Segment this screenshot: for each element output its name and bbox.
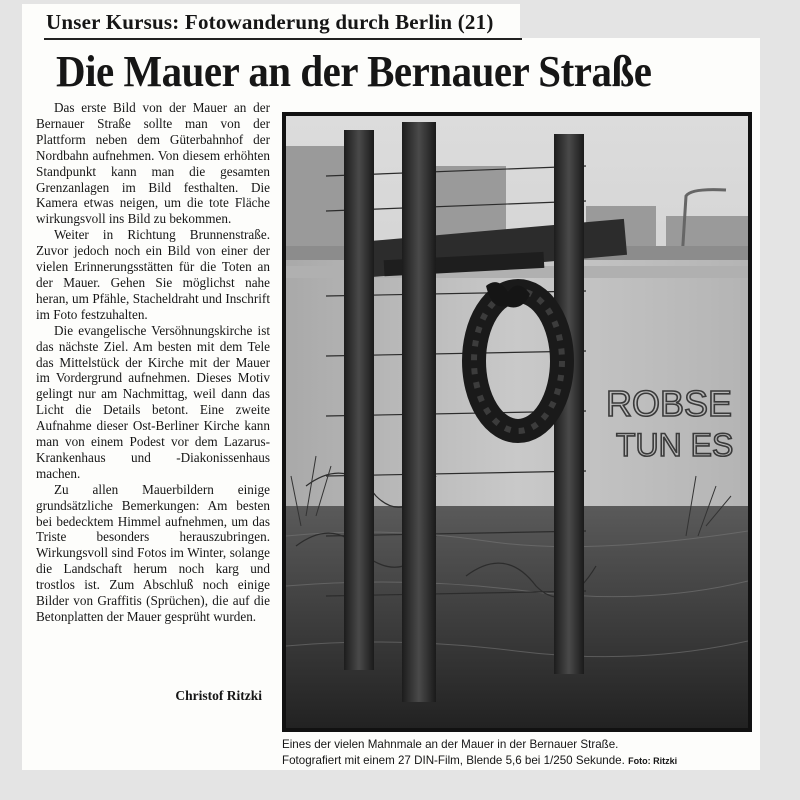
article-body	[36, 100, 270, 625]
clipping-cut-edge	[520, 0, 760, 38]
article-paragraph-2: Weiter in Richtung Brunnenstraße. Zuvor jedoch noch ein Bild von einer der vielen Erinnerungsstätten für die Toten an der Mauer. Gehen Sie möglichst nahe heran, um Pfähle, Stacheldraht und Inschrift im Foto festzuhalten.	[36, 227, 270, 322]
kicker-underline	[44, 38, 522, 40]
caption-line-2: Fotografiert mit einem 27 DIN-Film, Blende 5,6 bei 1/250 Sekunde.	[282, 754, 625, 767]
wooden-post-center	[402, 122, 436, 702]
photo-caption	[282, 737, 758, 769]
article-paragraph-4: Zu allen Mauerbildern einige grundsätzliche Bemerkungen: Am besten bei bedecktem Himmel aufnehmen, um das Triste besonders herauszubringen. Wirkungsvoll sind Fotos im Winter, solange die Landschaft herum noch karg und trostlos ist. Zum Abschluß noch einige Bilder von Graffitis (Sprüchen), die auf die Betonplatten der Mauer gesprüht wurden.	[36, 481, 270, 624]
wooden-post-left	[344, 130, 374, 670]
article-headline: Die Mauer an der Bernauer Straße	[56, 47, 652, 96]
memorial-photo	[282, 112, 752, 732]
graffiti-line-2: TUN ES	[616, 427, 734, 463]
author-byline: Christof Ritzki	[175, 688, 262, 703]
article-paragraph-3: Die evangelische Versöhnungskirche ist das nächste Ziel. Am besten mit dem Tele das Mittelstück der Kirche mit der Mauer im Vordergrund aufnehmen. Dieses Motiv gelingt nur am Nachmittag, weil dann das Licht die Details betont. Eine zweite Aufnahme dieser Ost-Berliner Kirche kann man von einem Podest vor dem Lazarus-Krankenhaus und -Diakonissenhaus machen.	[36, 322, 270, 481]
photo-credit: Foto: Ritzki	[628, 756, 678, 766]
article-paragraph-1: Das erste Bild von der Mauer an der Bernauer Straße sollte man von der Plattform neben dem Güterbahnhof der Nordbahn aufnehmen. Von diesem erhöhten Standpunkt kann man die gesamten Grenzanlagen im Bild festhalten. Die Kamera etwas neigen, um die tote Fläche wirkungsvoll ins Bild zu bekommen.	[36, 100, 270, 227]
series-kicker: Unser Kursus: Fotowanderung durch Berlin (21)	[46, 10, 494, 34]
graffiti-line-1: ROBSE	[606, 383, 733, 424]
caption-line-1: Eines der vielen Mahnmale an der Mauer in der Bernauer Straße.	[282, 738, 619, 751]
memorial-photo-image	[286, 116, 748, 728]
